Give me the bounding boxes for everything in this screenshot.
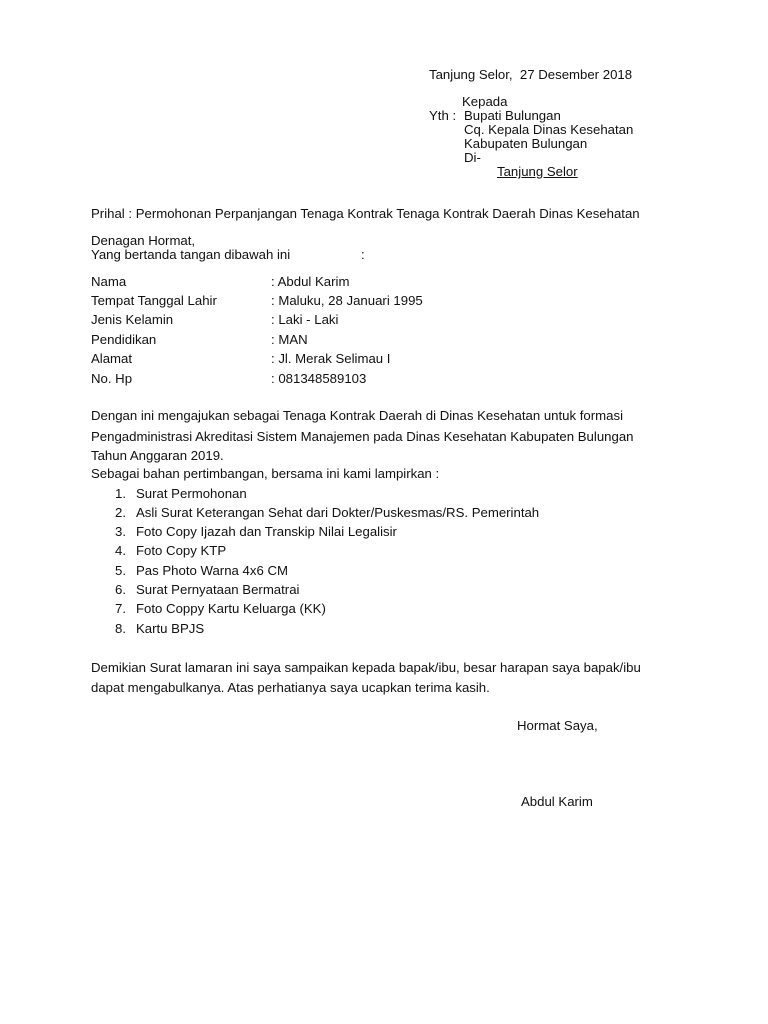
identity-row-phone xyxy=(0,372,768,388)
intro-colon: : xyxy=(361,247,365,262)
list-text: Kartu BPJS xyxy=(136,621,205,636)
identity-value: : Jl. Merak Selimau I xyxy=(271,351,391,366)
intro-line: Yang bertanda tangan dibawah ini xyxy=(91,247,291,262)
list-number: 2. xyxy=(115,505,126,520)
list-item xyxy=(0,506,768,522)
identity-label: No. Hp xyxy=(91,371,133,386)
list-item xyxy=(0,544,768,560)
identity-value: : MAN xyxy=(271,332,308,347)
body-line: Tahun Anggaran 2019. xyxy=(91,448,224,463)
identity-row-education xyxy=(0,333,768,349)
identity-value: : Abdul Karim xyxy=(271,274,350,289)
identity-row-gender xyxy=(0,313,768,329)
place-date: Tanjung Selor, 27 Desember 2018 xyxy=(429,67,633,82)
body-line: Pengadministrasi Akreditasi Sistem Manajemen pada Dinas Kesehatan Kabupaten Bulungan xyxy=(91,429,634,444)
greeting: Denagan Hormat, xyxy=(91,233,196,248)
identity-value: : 081348589103 xyxy=(271,371,367,386)
list-number: 3. xyxy=(115,524,126,539)
signature-salutation: Hormat Saya, xyxy=(517,718,598,733)
identity-label: Jenis Kelamin xyxy=(91,312,174,327)
identity-label: Tempat Tanggal Lahir xyxy=(91,293,217,308)
list-number: 7. xyxy=(115,601,126,616)
list-text: Foto Copy KTP xyxy=(136,543,227,558)
list-item xyxy=(0,622,768,638)
list-item xyxy=(0,487,768,503)
list-item xyxy=(0,583,768,599)
identity-label: Nama xyxy=(91,274,127,289)
closing-line: Demikian Surat lamaran ini saya sampaikan kepada bapak/ibu, besar harapan saya bapak/ibu xyxy=(91,660,641,675)
recipient-city: Tanjung Selor xyxy=(497,164,578,179)
identity-value: : Maluku, 28 Januari 1995 xyxy=(271,293,423,308)
list-item xyxy=(0,602,768,618)
body-line: Dengan ini mengajukan sebagai Tenaga Kontrak Daerah di Dinas Kesehatan untuk formasi xyxy=(91,408,623,423)
identity-label: Pendidikan xyxy=(91,332,157,347)
identity-value: : Laki - Laki xyxy=(271,312,339,327)
list-item xyxy=(0,525,768,541)
list-text: Foto Coppy Kartu Keluarga (KK) xyxy=(136,601,326,616)
list-number: 4. xyxy=(115,543,126,558)
list-text: Pas Photo Warna 4x6 CM xyxy=(136,563,288,578)
list-text: Asli Surat Keterangan Sehat dari Dokter/Puskesmas/RS. Pemerintah xyxy=(136,505,540,520)
identity-row-name xyxy=(0,275,768,291)
kepada-label: Kepada xyxy=(462,94,508,109)
recipient-district: Kabupaten Bulungan xyxy=(464,136,588,151)
recipient-cq: Cq. Kepala Dinas Kesehatan xyxy=(464,122,634,137)
list-number: 8. xyxy=(115,621,126,636)
body-line: Sebagai bahan pertimbangan, bersama ini kami lampirkan : xyxy=(91,466,440,481)
list-number: 1. xyxy=(115,486,126,501)
identity-row-birth xyxy=(0,294,768,310)
recipient: Bupati Bulungan xyxy=(464,108,561,123)
signature-name: Abdul Karim xyxy=(521,794,593,809)
subject-line: Prihal : Permohonan Perpanjangan Tenaga Kontrak Tenaga Kontrak Daerah Dinas Kesehatan xyxy=(91,206,640,221)
identity-label: Alamat xyxy=(91,351,133,366)
closing-line: dapat mengabulkanya. Atas perhatianya saya ucapkan terima kasih. xyxy=(91,680,490,695)
list-number: 5. xyxy=(115,563,126,578)
list-text: Foto Copy Ijazah dan Transkip Nilai Legalisir xyxy=(136,524,397,539)
list-text: Surat Pernyataan Bermatrai xyxy=(136,582,300,597)
di-label: Di- xyxy=(464,150,481,165)
identity-row-address xyxy=(0,352,768,368)
yth-label: Yth : xyxy=(429,108,457,123)
list-text: Surat Permohonan xyxy=(136,486,247,501)
list-number: 6. xyxy=(115,582,126,597)
list-item xyxy=(0,564,768,580)
